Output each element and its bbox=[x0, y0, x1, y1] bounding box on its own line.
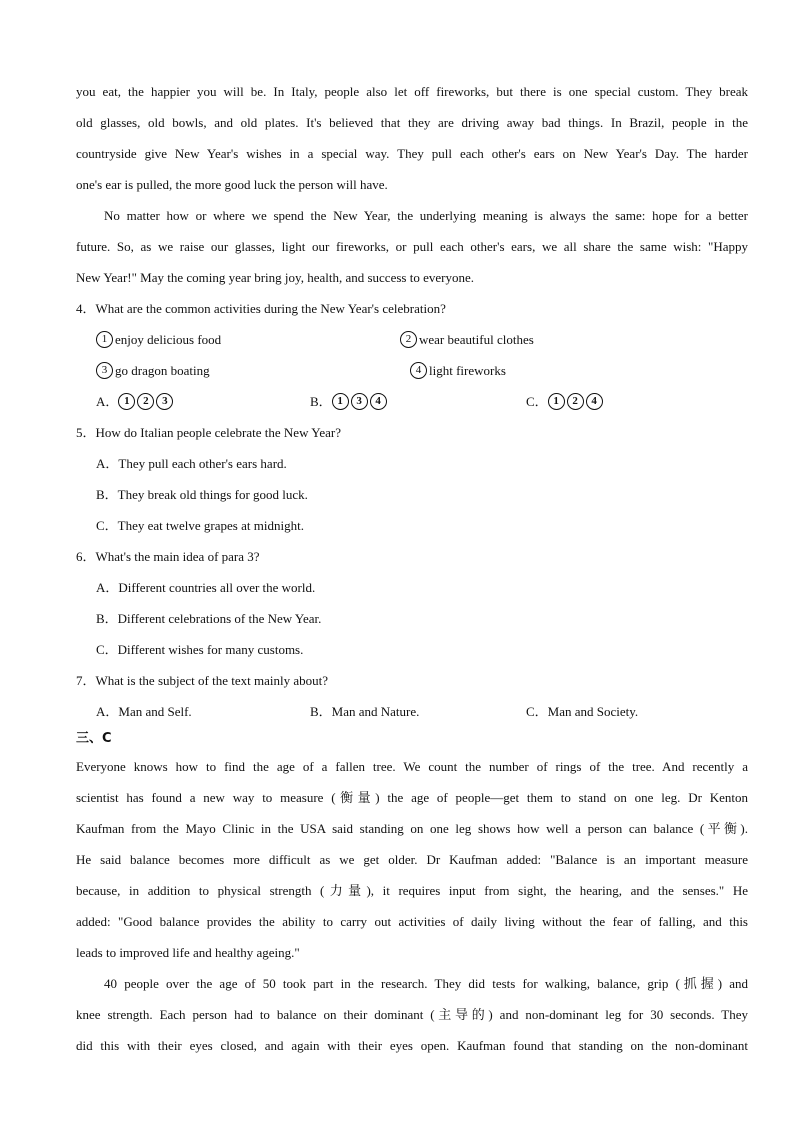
item-text: light fireworks bbox=[429, 363, 506, 378]
text-line: added: "Good balance provides the ability to carry out activities of daily living without the fear of falling, and this bbox=[76, 914, 748, 929]
passage-paragraph bbox=[76, 200, 748, 293]
question-stem: 4．What are the common activities during the New Year's celebration? bbox=[76, 301, 446, 316]
passage-paragraph bbox=[76, 76, 748, 200]
option-b[interactable]: B．Man and Nature. bbox=[310, 704, 420, 719]
option-label: C． bbox=[526, 394, 548, 409]
item-text: wear beautiful clothes bbox=[419, 332, 534, 347]
text-line: because, in addition to physical strength (力量), it requires input from sight, the hearing, and the senses." He bbox=[76, 883, 748, 898]
question-stem: 6．What's the main idea of para 3? bbox=[76, 549, 260, 564]
item-text: go dragon boating bbox=[115, 363, 210, 378]
text-line: one's ear is pulled, the more good luck the person will have. bbox=[76, 177, 388, 192]
text-line: Everyone knows how to find the age of a fallen tree. We count the number of rings of the tree. And recently a bbox=[76, 759, 748, 774]
circled-number-icon: 1 bbox=[332, 393, 349, 410]
numbered-items-row bbox=[76, 355, 748, 386]
passage-paragraph bbox=[76, 751, 748, 968]
question-6 bbox=[76, 541, 748, 665]
text-line: No matter how or where we spend the New Year, the underlying meaning is always the same: hope for a better bbox=[104, 208, 748, 223]
option-a[interactable]: A．Man and Self. bbox=[96, 704, 192, 719]
answer-options bbox=[76, 696, 748, 727]
numbered-items-row bbox=[76, 324, 748, 355]
numbered-item bbox=[410, 355, 506, 386]
item-text: enjoy delicious food bbox=[115, 332, 222, 347]
text-line: 40 people over the age of 50 took part in the research. They did tests for walking, balance, grip (抓握) and bbox=[104, 976, 748, 991]
circled-number-icon: 2 bbox=[567, 393, 584, 410]
option-a[interactable] bbox=[96, 386, 175, 417]
passage-paragraph bbox=[76, 968, 748, 1061]
document-page bbox=[76, 76, 748, 1061]
section-heading: 三、C bbox=[76, 731, 112, 746]
circled-number-icon: 4 bbox=[410, 362, 427, 379]
option-c[interactable]: C．They eat twelve grapes at midnight. bbox=[96, 518, 304, 533]
text-line: leads to improved life and healthy ageing." bbox=[76, 945, 300, 960]
circled-number-icon: 3 bbox=[351, 393, 368, 410]
option-c[interactable]: C．Different wishes for many customs. bbox=[96, 642, 304, 657]
option-c[interactable]: C．Man and Society. bbox=[526, 704, 639, 719]
circled-number-icon: 4 bbox=[586, 393, 603, 410]
question-stem: 5．How do Italian people celebrate the New Year? bbox=[76, 425, 341, 440]
circled-number-icon: 3 bbox=[96, 362, 113, 379]
option-a[interactable]: A．They pull each other's ears hard. bbox=[96, 456, 287, 471]
text-line: you eat, the happier you will be. In Italy, people also let off fireworks, but there is one special custom. They break bbox=[76, 84, 748, 99]
text-line: knee strength. Each person had to balance on their dominant (主导的) and non-dominant leg for 30 seconds. They bbox=[76, 1007, 748, 1022]
option-label: B． bbox=[310, 394, 332, 409]
answer-options bbox=[76, 386, 748, 417]
text-line: He said balance becomes more difficult as we get older. Dr Kaufman added: "Balance is an important measure bbox=[76, 852, 748, 867]
circled-number-icon: 1 bbox=[96, 331, 113, 348]
option-b[interactable] bbox=[310, 386, 389, 417]
question-7 bbox=[76, 665, 748, 727]
text-line: old glasses, old bowls, and old plates. It's believed that they are driving away bad things. In Brazil, people in the bbox=[76, 115, 748, 130]
circled-number-icon: 4 bbox=[370, 393, 387, 410]
numbered-item bbox=[96, 324, 221, 355]
option-b[interactable]: B．Different celebrations of the New Year. bbox=[96, 611, 322, 626]
circled-number-icon: 2 bbox=[137, 393, 154, 410]
text-line: New Year!" May the coming year bring joy, health, and success to everyone. bbox=[76, 270, 474, 285]
circled-number-icon: 1 bbox=[118, 393, 135, 410]
text-line: did this with their eyes closed, and again with their eyes open. Kaufman found that standing on the non-dominant bbox=[76, 1038, 748, 1053]
option-label: A． bbox=[96, 394, 119, 409]
circled-number-icon: 1 bbox=[548, 393, 565, 410]
numbered-item bbox=[400, 324, 534, 355]
text-line: countryside give New Year's wishes in a special way. They pull each other's ears on New Year's Day. The harder bbox=[76, 146, 748, 161]
text-line: future. So, as we raise our glasses, light our fireworks, or pull each other's ears, we all share the same wish: "Happy bbox=[76, 239, 748, 254]
question-5 bbox=[76, 417, 748, 541]
text-line: scientist has found a new way to measure (衡量) the age of people—get them to stand on one leg. Dr Kenton bbox=[76, 790, 748, 805]
circled-number-icon: 2 bbox=[400, 331, 417, 348]
option-c[interactable] bbox=[526, 386, 605, 417]
question-4 bbox=[76, 293, 748, 417]
circled-number-icon: 3 bbox=[156, 393, 173, 410]
numbered-item bbox=[96, 355, 210, 386]
text-line: Kaufman from the Mayo Clinic in the USA said standing on one leg shows how well a person can balance (平衡). bbox=[76, 821, 748, 836]
question-stem: 7．What is the subject of the text mainly about? bbox=[76, 673, 328, 688]
option-b[interactable]: B．They break old things for good luck. bbox=[96, 487, 308, 502]
option-a[interactable]: A．Different countries all over the world. bbox=[96, 580, 316, 595]
